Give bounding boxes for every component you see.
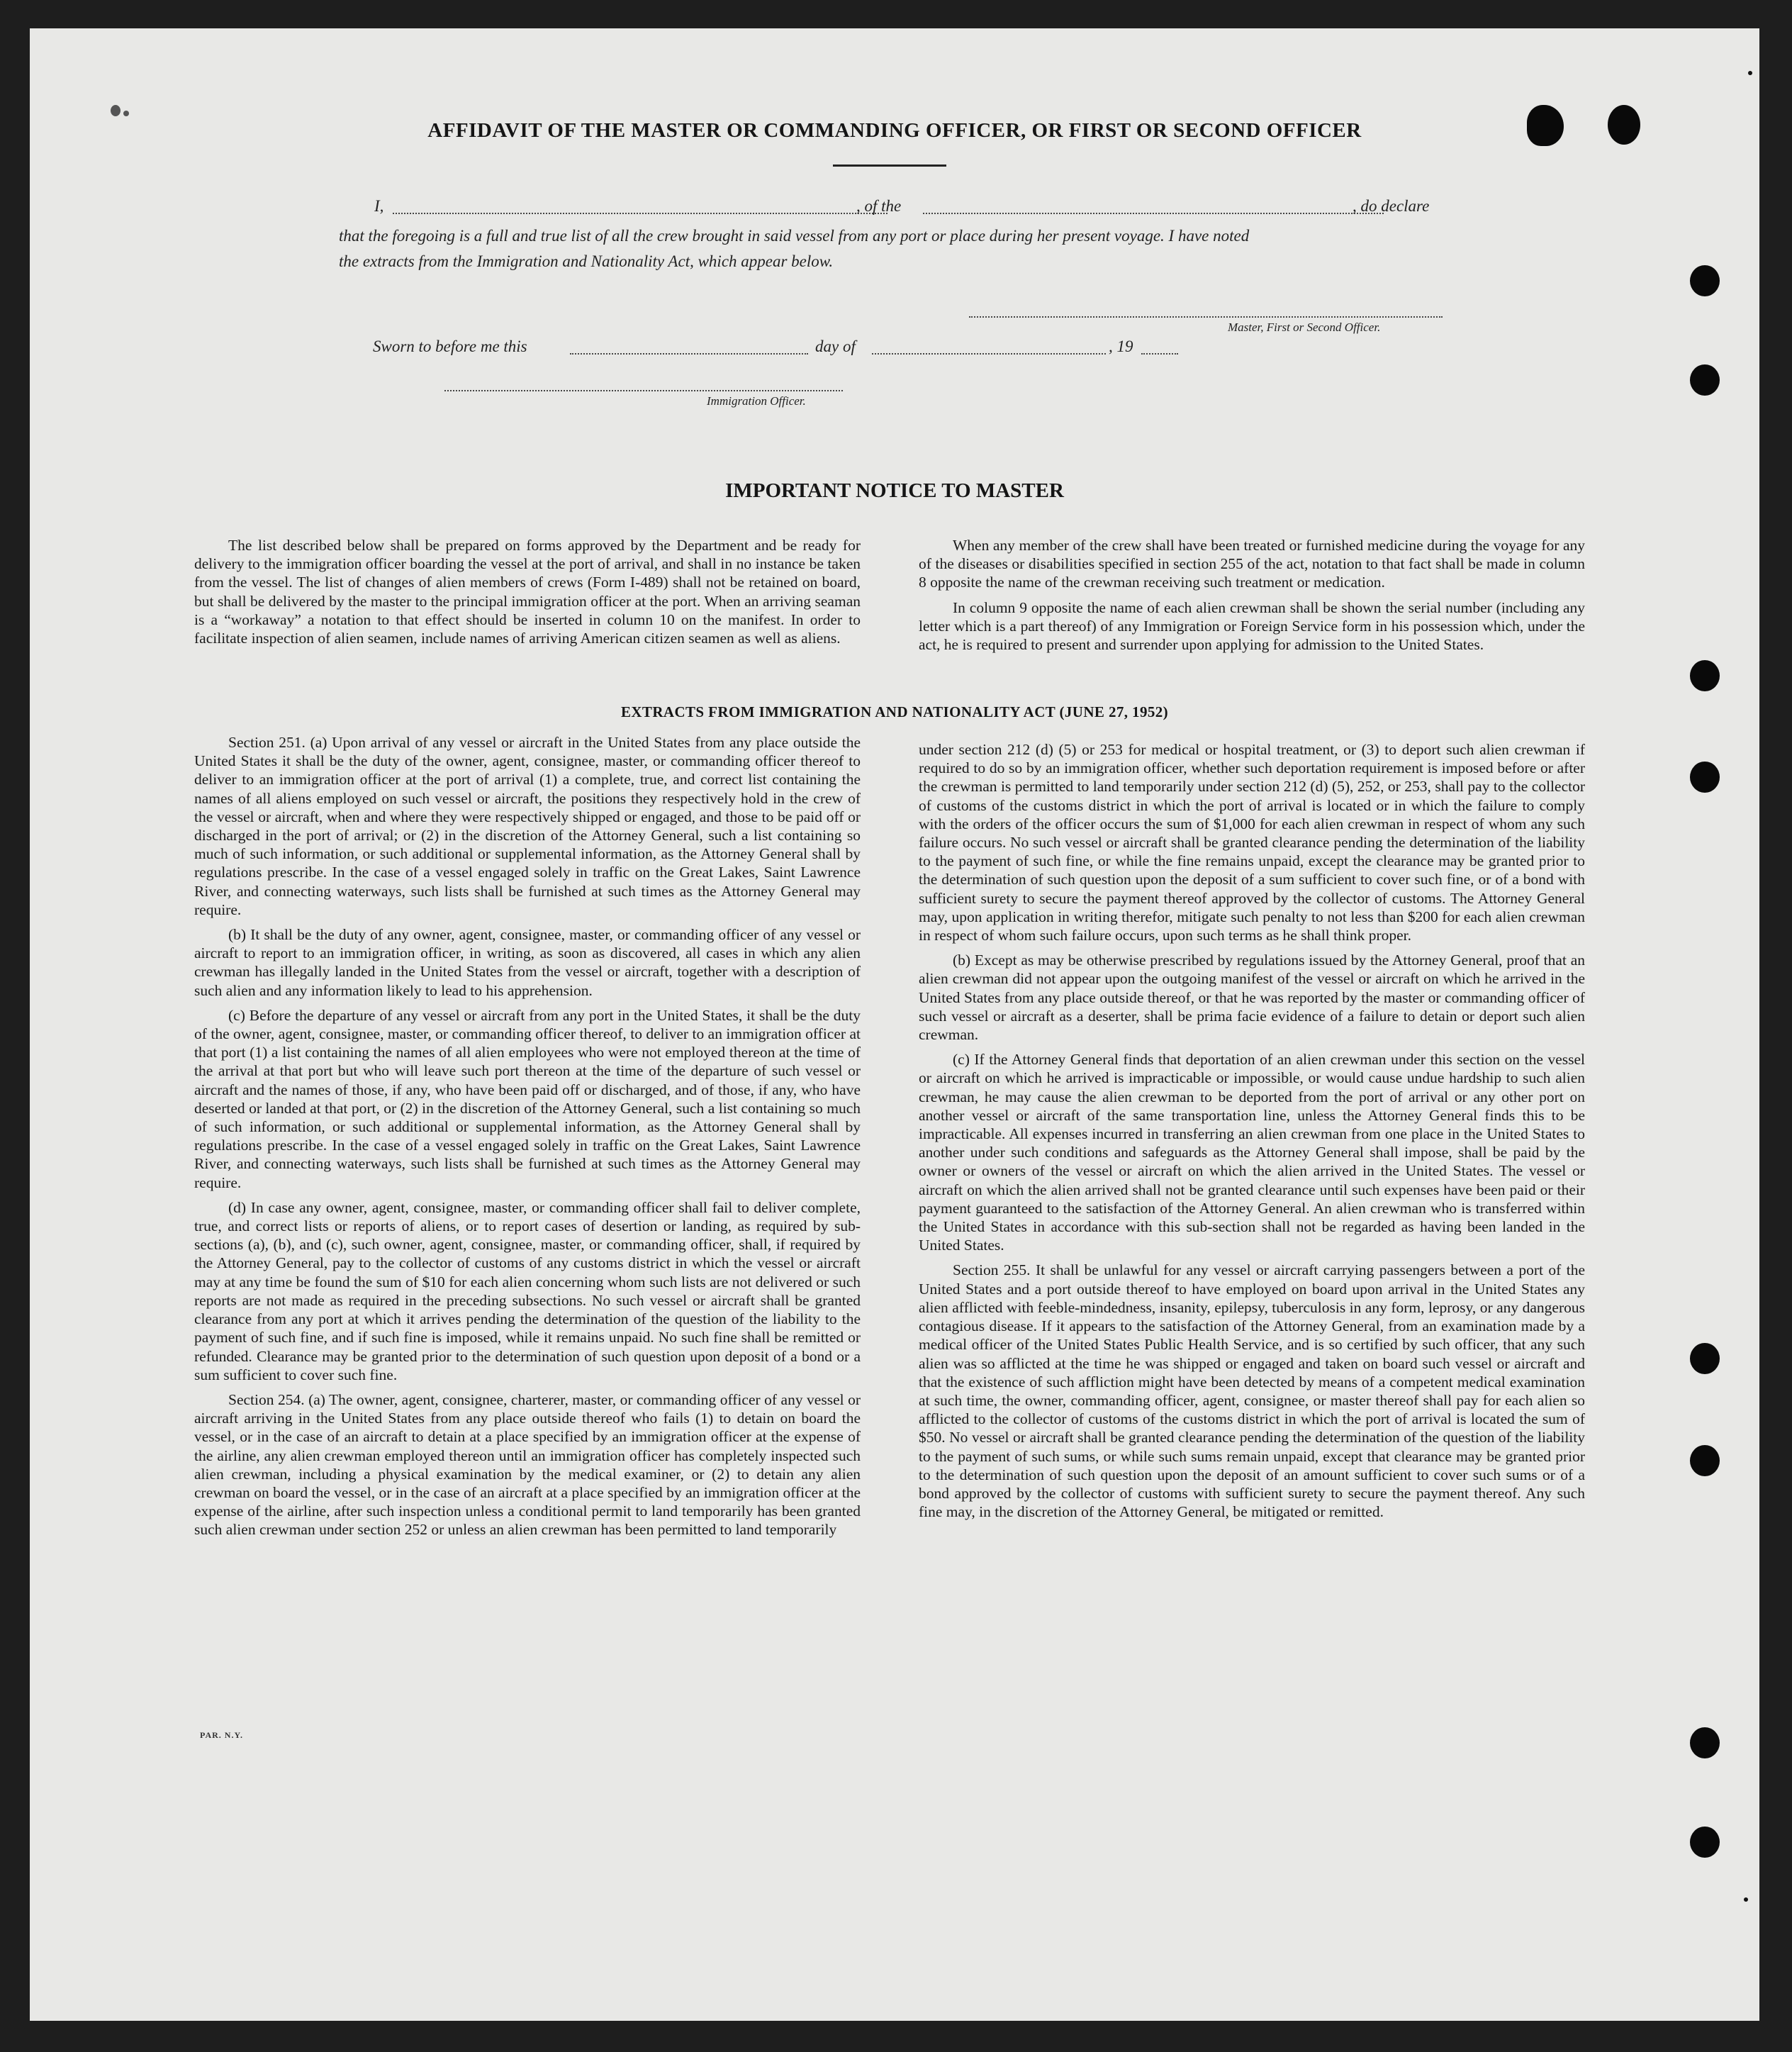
punch-hole: [1690, 660, 1720, 691]
year-label: , 19: [1109, 338, 1133, 355]
punch-hole: [1690, 1727, 1720, 1758]
punch-hole: [1690, 1445, 1720, 1476]
notice-title: IMPORTANT NOTICE TO MASTER: [725, 479, 1064, 502]
declarant-name-field[interactable]: [393, 213, 887, 214]
immigration-officer-caption: Immigration Officer.: [707, 394, 806, 408]
notice-paragraph: When any member of the crew shall have been treated or furnished medicine during the voyage for any of the diseases or disabilities specified in section 255 of the act, notation to that fact shall be made in column 8 opposite the name of the crewman receiving such treatment or medication.: [919, 537, 1585, 591]
extract-paragraph: Section 254. (a) The owner, agent, consignee, charterer, master, or commanding officer of any vessel or aircraft arriving in the United States from any place outside thereof who fails (1) to detain on board the vessel, or in the case of an aircraft to detain at a place specified by an immigration officer at the expense of the airline, any alien crewman employed thereon until an immigration officer has completely inspected such alien crewman, including a physical examination by the medical examiner, or (2) to detain any alien crewman on board the vessel, or in the case of an aircraft at a place specified by an immigration officer at the expense of the airline, after such inspection unless a conditional permit to land temporarily has been granted such alien crewman under section 252 or unless an alien crewman has been permitted to land temporarily: [194, 1390, 861, 1539]
form-title: AFFIDAVIT OF THE MASTER OR COMMANDING OFFICER, OR FIRST OR SECOND OFFICER: [427, 119, 1362, 142]
master-signature-caption: Master, First or Second Officer.: [1228, 320, 1381, 334]
notice-paragraph: The list described below shall be prepared on forms approved by the Department and be ready for delivery to the immigration officer boarding the vessel at the port of arrival, and shall in no instance be taken from the vessel. The list of changes of alien members of crews (Form I-489) shall not be retained on board, but shall be delivered by the master to the principal immigration officer at the port. When an arriving seaman is a “workaway” a notation to that effect should be inserted in column 10 on the manifest. In order to facilitate inspection of alien seamen, include names of arriving American citizen seamen as well as aliens.: [194, 537, 861, 647]
declaration-of-the-label: , of the: [856, 197, 902, 215]
vessel-name-field[interactable]: [923, 213, 1384, 214]
declaration-i-label: I,: [374, 197, 384, 215]
notice-right-column: [919, 536, 1585, 654]
extracts-right-column: [919, 740, 1585, 1521]
scan-speck: [1748, 71, 1752, 75]
extracts-left-column: [194, 733, 861, 1539]
sworn-label: Sworn to before me this: [373, 338, 527, 355]
sworn-year-field[interactable]: [1141, 353, 1178, 355]
master-signature-field[interactable]: [969, 316, 1443, 318]
extract-paragraph: Section 255. It shall be unlawful for any vessel or aircraft carrying passengers between a port of the United States and a port outside thereof to have employed on board upon arrival in the United States any alien afflicted with feeble-mindedness, insanity, epilepsy, tuberculosis in any form, leprosy, or any dangerous contagious disease. If it appears to the satisfaction of the Attorney General, from an examination made by a medical officer of the United States Public Health Service, and is so certified by such officer, that any such alien was so afflicted at the time he was shipped or engaged and taken on board such vessel or aircraft and that the existence of such affliction might have been detected by means of a competent medical examination at such time, the owner, commanding officer, agent, consignee, or master thereof shall pay for each alien so afflicted to the collector of customs of the customs district in which the port of arrival is located the sum of $50. No vessel or aircraft shall be granted clearance pending the determination of the question of the liability to the payment of such sums, or while such sums remain unpaid, except that clearance may be granted prior to the determination of such question upon the deposit of an amount sufficient to cover such sums or of a bond approved by the collector of customs with sufficient surety to secure the payment thereof. Any such fine may, in the discretion of the Attorney General, be mitigated or remitted.: [919, 1261, 1585, 1521]
extract-paragraph: (c) If the Attorney General finds that deportation of an alien crewman under this section on the vessel or aircraft on which he arrived is impracticable or impossible, or would cause undue hardship to such alien crewman, he may cause the alien crewman to be deported from the port of arrival or any other port on another vessel or aircraft of the same transportation line, unless the Attorney General finds this to be impracticable. All expenses incurred in transferring an alien crewman from one place in the United States to another under such conditions and safeguards as the Attorney General shall impose, shall be paid by the owner or owners of the vessel or aircraft on which the alien arrived in the United States. The vessel or aircraft on which the alien arrived shall not be granted clearance until such expenses have been paid or their payment guaranteed to the satisfaction of the Attorney General. An alien crewman who is transferred within the United States in accordance with this sub-section shall not be regarded as having been landed in the United States.: [919, 1051, 1585, 1254]
day-of-label: day of: [815, 338, 856, 355]
form-page: [30, 28, 1759, 2021]
extract-paragraph: (b) Except as may be otherwise prescribed by regulations issued by the Attorney General, proof that an alien crewman did not appear upon the outgoing manifest of the vessel or aircraft on which he arrived in the United States from any place outside thereof, or that he was reported by the master or commanding officer of such vessel or aircraft as a deserter, shall be prima facie evidence of a failure to detain or deport such alien crewman.: [919, 952, 1585, 1044]
immigration-officer-signature-field[interactable]: [444, 390, 843, 391]
extract-paragraph: Section 251. (a) Upon arrival of any vessel or aircraft in the United States from any place outside the United States it shall be the duty of the owner, agent, consignee, master, or commanding officer thereof to deliver to an immigration officer at the port of arrival (1) a complete, true, and correct list containing the names of all aliens employed on such vessel or aircraft, the positions they respectively hold in the crew of the vessel or aircraft, when and where they were respectively shipped or engaged, and those to be paid off or discharged in the port of arrival; or (2) in the discretion of the Attorney General, such a list containing so much of such information, or such additional or supplemental information, as the Attorney General shall by regulations prescribe. In the case of a vessel engaged solely in traffic on the Great Lakes, Saint Lawrence River, and connecting waterways, such lists shall be furnished at such times as the Attorney General may require.: [194, 734, 861, 918]
extract-paragraph: (d) In case any owner, agent, consignee, master, or commanding officer shall fail to deliver complete, true, and correct lists or reports of aliens, or to report cases of desertion or landing, as required by sub-sections (a), (b), and (c), such owner, agent, consignee, master, or commanding officer, shall, if required by the Attorney General, pay to the collector of customs of any customs district in which the vessel or aircraft may at any time be found the sum of $10 for each alien concerning whom such lists are not delivered or such reports are not made as required in the preceding subsections. No such vessel or aircraft shall be granted clearance from any port at which it arrives pending the determination of the question of the liability to the payment of such fine, and if such fine is imposed, while it remains unpaid. No such fine shall be remitted or refunded. Clearance may be granted prior to the determination of such question upon deposit of a bond or a sum sufficient to cover such fine.: [194, 1198, 861, 1383]
sworn-date-field[interactable]: [570, 353, 808, 355]
punch-hole: [1690, 1343, 1720, 1374]
punch-hole: [1690, 364, 1720, 396]
scan-speck: [1744, 1897, 1748, 1902]
sworn-month-field[interactable]: [872, 353, 1106, 355]
notice-paragraph: In column 9 opposite the name of each alien crewman shall be shown the serial number (including any letter which is a part thereof) of any Immigration or Foreign Service form in his possession which, under the act, he is required to present and surrender upon applying for admission to the United States.: [919, 598, 1585, 654]
notice-left-column: [194, 536, 861, 647]
punch-hole: [1690, 762, 1720, 793]
punch-hole: [1690, 265, 1720, 296]
scan-speck: [123, 111, 129, 116]
extract-paragraph: (b) It shall be the duty of any owner, agent, consignee, master, or commanding officer of any vessel or aircraft to report to an immigration officer, in writing, as soon as discovered, all cases in which any alien crewman has illegally landed in the United States from the vessel or aircraft, together with a description of such alien and any information likely to lead to his apprehension.: [194, 926, 861, 999]
extracts-title: EXTRACTS FROM IMMIGRATION AND NATIONALITY ACT (JUNE 27, 1952): [620, 703, 1169, 720]
declaration-do-declare-label: , do declare: [1353, 197, 1430, 215]
punch-hole: [1690, 1827, 1720, 1858]
extract-paragraph: (c) Before the departure of any vessel or aircraft from any port in the United States, it shall be the duty of the owner, agent, consignee, master, or commanding officer thereof, to deliver to an immigration officer at that port (1) a list containing the names of all alien employees who were not employed thereon at the time of the arrival at that port but who will leave such port thereon at the time of the departure of such vessel or aircraft and the names of those, if any, who have been paid off or discharged, and of those, if any, who have deserted or landed at that port, or (2) in the discretion of the Attorney General, such a list containing so much of such information, or such additional or supplemental information, as the Attorney General shall by regulations prescribe. In the case of a vessel engaged solely in traffic on the Great Lakes, Saint Lawrence River, and connecting waterways, such lists shall be furnished at such times as the Attorney General may require.: [194, 1006, 861, 1191]
printer-mark: PAR. N.Y.: [200, 1730, 244, 1740]
title-underline: [833, 165, 946, 167]
scan-speck: [111, 105, 121, 116]
declaration-line-3: the extracts from the Immigration and Nationality Act, which appear below.: [339, 252, 834, 270]
extract-paragraph: under section 212 (d) (5) or 253 for medical or hospital treatment, or (3) to deport such alien crewman if required to do so by an immigration officer, whether such deportation requirement is imposed before or after the crewman is permitted to land temporarily under section 212 (d) (5), 252, or 253, shall pay to the collector of customs of the customs district in which the port of arrival is located or in which the failure to comply with the orders of the officer occurs the sum of $1,000 for each alien crewman in respect of whom any such failure occurs. No such vessel or aircraft shall be granted clearance pending the determination of the liability to the payment of such fine, or while the fine remains unpaid, except the clearance may be granted prior to the determination of such question upon the deposit of a sum sufficient to cover such fine, or of a bond with sufficient surety to secure the payment thereof approved by the collector of customs. The Attorney General may, upon application in writing therefor, mitigate such penalty to not less than $200 for each alien crewman in respect of whom such failure occurs, upon such terms as he shall think proper.: [919, 741, 1585, 944]
declaration-line-2: that the foregoing is a full and true list of all the crew brought in said vessel from any port or place during her present voyage. I have noted: [339, 227, 1250, 245]
